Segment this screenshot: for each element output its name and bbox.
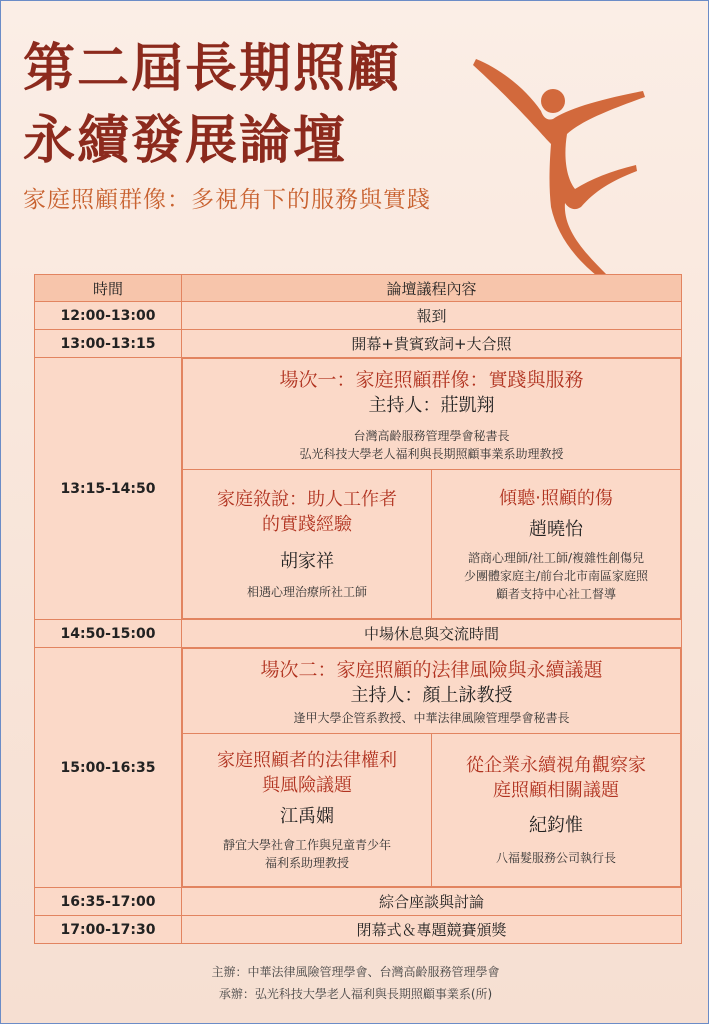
row-time: 16:35-17:00 [35, 888, 182, 916]
session-1-right-affiliation: 顧者支持中心社工督導 [495, 586, 616, 601]
session-2-left-speaker: 江禹嫻 [280, 806, 334, 827]
session-1-host: 主持人：莊凱翔 [368, 395, 495, 416]
session-1-right-speaker: 趙曉怡 [529, 518, 583, 540]
session-2-right-speaker: 紀鈞惟 [529, 815, 583, 836]
organizer-text: 主辦：中華法律風險管理學會、台灣高齡服務管理學會 [211, 965, 500, 979]
table-row-session-1 [35, 358, 682, 620]
row-time: 13:15-14:50 [35, 358, 182, 620]
session-1-left-title: 的實踐經驗 [262, 514, 352, 535]
title-line-1: 第二屆長期照顧 [23, 38, 402, 99]
row-content: 閉幕式＆專題競賽頒獎 [182, 916, 682, 944]
schedule-table [34, 274, 682, 944]
row-content: 報到 [182, 302, 682, 330]
row-time: 17:00-17:30 [35, 916, 182, 944]
title-line-2: 永續發展論壇 [23, 110, 348, 171]
session-2-host: 主持人：顏上詠教授 [350, 685, 513, 706]
co-organizer-text: 承辦：弘光科技大學老人福利與長期照顧事業系(所) [218, 987, 493, 1001]
table-row [35, 916, 682, 944]
session-1-left-affiliation: 相遇心理治療所社工師 [246, 585, 367, 599]
row-time: 12:00-13:00 [35, 302, 182, 330]
session-1-host-note: 弘光科技大學老人福利與長期照顧事業系助理教授 [299, 447, 564, 461]
session-2-left-title: 與風險議題 [262, 775, 352, 796]
session-1-left-speaker: 胡家祥 [280, 551, 334, 572]
row-time: 13:00-13:15 [35, 330, 182, 358]
session-2-left-affiliation: 福利系助理教授 [264, 856, 349, 870]
session-2-right-title: 從企業永續視角觀察家 [466, 755, 646, 776]
session-1-title: 場次一：家庭照顧群像：實踐與服務 [279, 369, 584, 391]
session-1-right-affiliation: 諮商心理師/社工師/複雜性創傷兒 [467, 550, 645, 565]
session-1-left-title: 家庭敘說：助人工作者 [217, 489, 397, 510]
table-row [35, 888, 682, 916]
table-row [35, 302, 682, 330]
subtitle: 家庭照顧群像：多視角下的服務與實踐 [23, 187, 431, 213]
row-content: 開幕+貴賓致詞+大合照 [182, 330, 682, 358]
session-2-left-title: 家庭照顧者的法律權利 [217, 750, 397, 771]
row-time: 15:00-16:35 [35, 648, 182, 888]
session-2-host-note: 逢甲大學企管系教授、中華法律風險管理學會秘書長 [293, 711, 570, 725]
row-content: 中場休息與交流時間 [182, 620, 682, 648]
table-row [35, 330, 682, 358]
session-1-right-title: 傾聽‧照顧的傷 [499, 487, 613, 509]
header-content: 論壇議程內容 [182, 275, 682, 302]
table-row-session-2 [35, 648, 682, 888]
session-2-title: 場次二：家庭照顧的法律風險與永續議題 [260, 659, 603, 681]
header-time: 時間 [35, 275, 182, 302]
session-1-host-note: 台灣高齡服務管理學會秘書長 [353, 429, 510, 443]
dancer-figure-icon [471, 39, 651, 279]
table-row [35, 620, 682, 648]
row-time: 14:50-15:00 [35, 620, 182, 648]
session-2-right-affiliation: 八福髮服務公司執行長 [495, 851, 616, 865]
session-2-left-affiliation: 靜宜大學社會工作與兒童青少年 [222, 838, 391, 852]
session-1-right-affiliation: 少團體家庭主/前台北市南區家庭照 [463, 568, 649, 583]
session-2-right-title: 庭照顧相關議題 [493, 780, 619, 801]
row-content: 綜合座談與討論 [182, 888, 682, 916]
table-header-row [35, 275, 682, 302]
